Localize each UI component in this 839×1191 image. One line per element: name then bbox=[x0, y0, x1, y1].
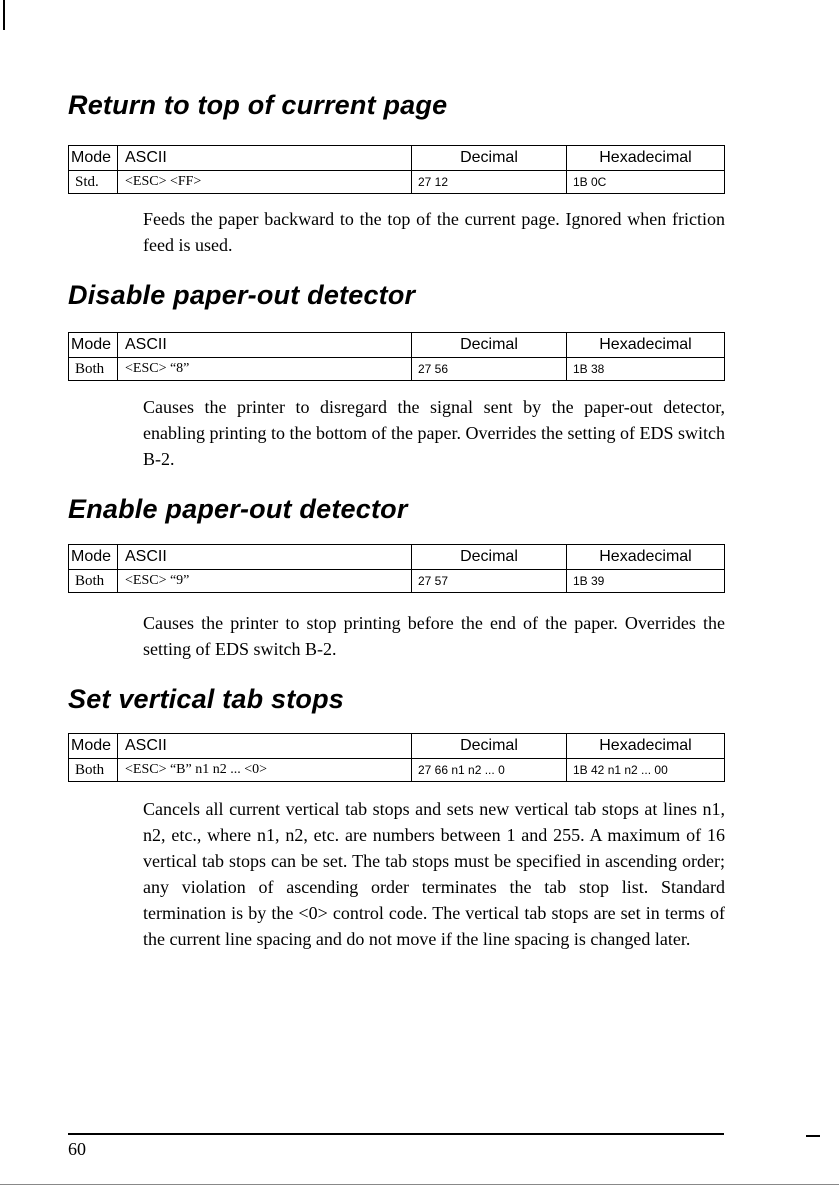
command-table-enable-paper-out bbox=[68, 544, 725, 593]
table-header-row bbox=[69, 146, 725, 171]
command-table-set-vertical-tab-stops bbox=[68, 733, 725, 782]
section-description-disable-paper-out: Causes the printer to disregard the signal sent by the paper-out detector, enabling printing to the bottom of the paper. Overrides the setting of EDS switch B-2. bbox=[143, 397, 725, 469]
section-title-set-vertical-tab-stops: Set vertical tab stops bbox=[68, 684, 344, 714]
header-mode: Mode bbox=[69, 545, 118, 570]
header-ascii: ASCII bbox=[118, 146, 412, 171]
command-table-disable-paper-out bbox=[68, 332, 725, 381]
header-ascii: ASCII bbox=[118, 333, 412, 358]
section-title-return-to-top: Return to top of current page bbox=[68, 90, 448, 120]
command-table-return-to-top bbox=[68, 145, 725, 194]
header-mode: Mode bbox=[69, 146, 118, 171]
section-description-return-to-top: Feeds the paper backward to the top of the current page. Ignored when friction feed is used. bbox=[143, 209, 725, 255]
cell-mode: Both bbox=[69, 358, 118, 381]
header-ascii: ASCII bbox=[118, 545, 412, 570]
header-hexadecimal: Hexadecimal bbox=[567, 146, 725, 171]
cell-ascii: <ESC> “8” bbox=[118, 358, 412, 381]
table-header-row bbox=[69, 734, 725, 759]
header-mode: Mode bbox=[69, 734, 118, 759]
margin-dash bbox=[806, 1135, 820, 1137]
table-row bbox=[69, 358, 725, 381]
cell-ascii: <ESC> <FF> bbox=[118, 171, 412, 194]
page-number: 60 bbox=[68, 1139, 86, 1159]
header-decimal: Decimal bbox=[412, 146, 567, 171]
header-decimal: Decimal bbox=[412, 734, 567, 759]
table-header-row bbox=[69, 333, 725, 358]
cell-decimal: 27 57 bbox=[412, 570, 567, 593]
cell-decimal: 27 12 bbox=[412, 171, 567, 194]
cell-mode: Both bbox=[69, 570, 118, 593]
header-decimal: Decimal bbox=[412, 545, 567, 570]
table-row bbox=[69, 171, 725, 194]
table-header-row bbox=[69, 545, 725, 570]
section-description-enable-paper-out: Causes the printer to stop printing before the end of the paper. Overrides the setting of EDS switch B-2. bbox=[143, 613, 725, 659]
header-decimal: Decimal bbox=[412, 333, 567, 358]
header-ascii: ASCII bbox=[118, 734, 412, 759]
cell-hexadecimal: 1B 39 bbox=[567, 570, 725, 593]
cell-hexadecimal: 1B 0C bbox=[567, 171, 725, 194]
cell-ascii: <ESC> “B” n1 n2 ... <0> bbox=[118, 759, 412, 782]
cell-decimal: 27 56 bbox=[412, 358, 567, 381]
cell-mode: Std. bbox=[69, 171, 118, 194]
cell-hexadecimal: 1B 42 n1 n2 ... 00 bbox=[567, 759, 725, 782]
header-hexadecimal: Hexadecimal bbox=[567, 333, 725, 358]
cell-mode: Both bbox=[69, 759, 118, 782]
page-edge-rule bbox=[0, 1184, 839, 1185]
header-hexadecimal: Hexadecimal bbox=[567, 545, 725, 570]
cell-hexadecimal: 1B 38 bbox=[567, 358, 725, 381]
section-description-set-vertical-tab-stops: Cancels all current vertical tab stops and sets new vertical tab stops at lines n1, n2, etc., where n1, n2, etc. are numbers between 1 and 255. A maximum of 16 vertical tab stops can be set. The tab stops must be specified in ascending order; any violation of ascending order terminates the tab stop list. Standard termination is by the <0> control code. The vertical tab stops are set in terms of the current line spacing and do not move if the line spacing is changed later. bbox=[143, 799, 725, 949]
cell-ascii: <ESC> “9” bbox=[118, 570, 412, 593]
section-title-enable-paper-out: Enable paper-out detector bbox=[68, 494, 408, 524]
header-hexadecimal: Hexadecimal bbox=[567, 734, 725, 759]
table-row bbox=[69, 759, 725, 782]
footer-rule bbox=[68, 1133, 724, 1135]
table-row bbox=[69, 570, 725, 593]
section-title-disable-paper-out: Disable paper-out detector bbox=[68, 280, 416, 310]
header-mode: Mode bbox=[69, 333, 118, 358]
margin-mark bbox=[3, 0, 5, 30]
cell-decimal: 27 66 n1 n2 ... 0 bbox=[412, 759, 567, 782]
